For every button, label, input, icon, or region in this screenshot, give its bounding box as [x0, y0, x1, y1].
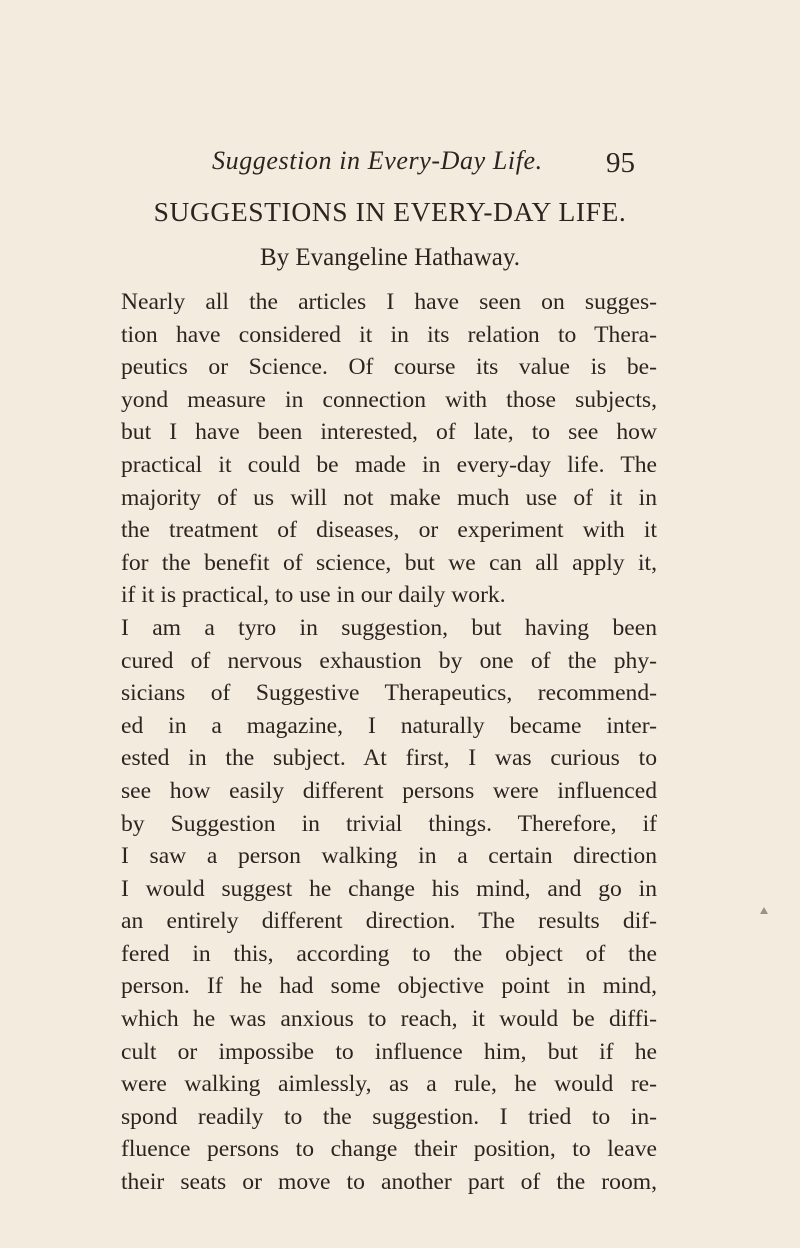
text-line: but I have been interested, of late, to see how	[121, 419, 657, 446]
text-line: cult or impossibe to influence him, but if he	[121, 1038, 657, 1065]
text-line: the treatment of diseases, or experiment with it	[121, 517, 657, 544]
text-line: by Suggestion in trivial things. Therefore, if	[121, 810, 657, 837]
text-line: Nearly all the articles I have seen on sugges-	[121, 289, 657, 315]
text-line: I would suggest he change his mind, and go in	[121, 875, 657, 902]
article-title: SUGGESTIONS IN EVERY-DAY LIFE.	[153, 196, 627, 227]
text-line: ed in a magazine, I naturally became inter-	[121, 712, 657, 739]
text-line: for the benefit of science, but we can all apply it,	[121, 549, 657, 576]
text-line: which he was anxious to reach, it would be diffi-	[121, 1006, 657, 1033]
margin-mark-icon	[760, 907, 768, 914]
text-line: were walking aimlessly, as a rule, he would re-	[121, 1071, 657, 1098]
text-line: fered in this, according to the object of the	[121, 940, 657, 967]
text-line: their seats or move to another part of the room,	[121, 1169, 657, 1196]
text-line: I am a tyro in suggestion, but having been	[121, 614, 657, 641]
article-body	[121, 286, 657, 1199]
text-line: person. If he had some objective point in mind,	[121, 973, 657, 1000]
article-byline: By Evangeline Hathaway.	[259, 244, 521, 271]
text-line: fluence persons to change their position, to leave	[121, 1136, 657, 1163]
text-line: cured of nervous exhaustion by one of the phy-	[121, 647, 657, 674]
text-line: yond measure in connection with those subjects,	[121, 386, 657, 413]
text-line: spond readily to the suggestion. I tried to in-	[121, 1103, 657, 1130]
text-line: majority of us will not make much use of it in	[121, 484, 657, 511]
text-line: see how easily different persons were influenced	[121, 777, 657, 804]
text-line: an entirely different direction. The results dif-	[121, 908, 657, 935]
text-line: peutics or Science. Of course its value is be-	[121, 354, 657, 381]
text-line: tion have considered it in its relation to Thera-	[121, 321, 657, 348]
text-line: if it is practical, to use in our daily work.	[121, 582, 506, 609]
text-line: I saw a person walking in a certain direction	[121, 843, 657, 870]
text-line: practical it could be made in every-day life. The	[121, 451, 657, 478]
text-line: sicians of Suggestive Therapeutics, recommend-	[121, 680, 657, 707]
running-head	[0, 146, 800, 182]
running-title: Suggestion in Every-Day Life.	[212, 146, 543, 175]
text-line: ested in the subject. At first, I was curious to	[121, 745, 657, 772]
page-number: 95	[606, 147, 635, 179]
